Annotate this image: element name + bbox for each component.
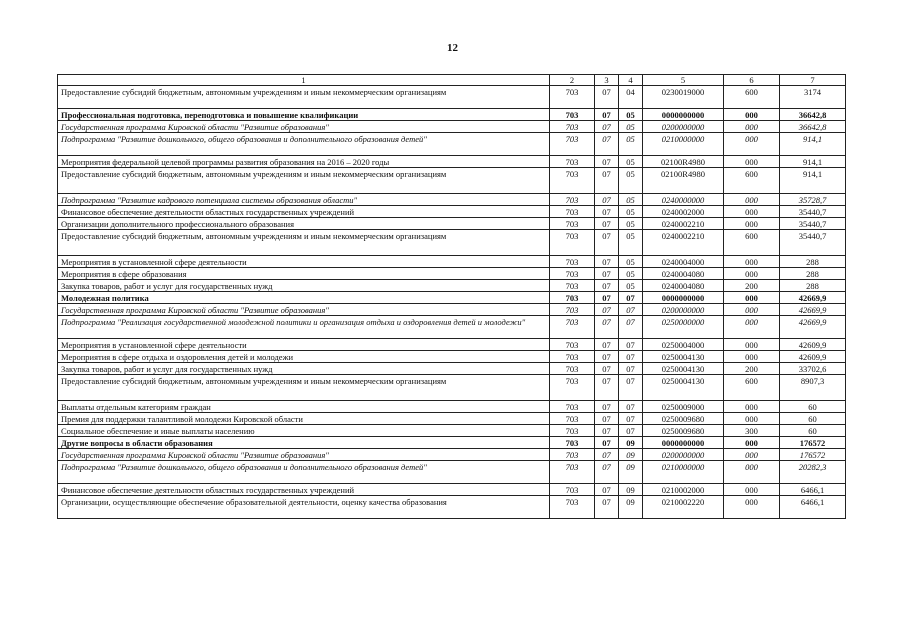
subsection-code-cell: 05 xyxy=(619,109,643,121)
row-description-cell: Предоставление субсидий бюджетным, автономным учреждениям и иным некоммерческим организациям xyxy=(58,375,550,401)
ministry-code-cell: 703 xyxy=(550,268,595,280)
target-article-code-cell: 0240002210 xyxy=(643,230,724,256)
ministry-code-cell: 703 xyxy=(550,449,595,461)
subsection-code-cell: 07 xyxy=(619,316,643,339)
subsection-code-cell: 09 xyxy=(619,496,643,519)
section-code-cell: 07 xyxy=(595,168,619,194)
subsection-code-cell: 05 xyxy=(619,156,643,168)
section-code-cell: 07 xyxy=(595,351,619,363)
table-row xyxy=(58,437,846,449)
ministry-code-cell: 703 xyxy=(550,351,595,363)
row-description-cell: Организации дополнительного профессионального образования xyxy=(58,218,550,230)
table-row xyxy=(58,316,846,339)
amount-cell: 6466,1 xyxy=(780,484,846,496)
ministry-code-cell: 703 xyxy=(550,304,595,316)
subsection-code-cell: 05 xyxy=(619,121,643,133)
target-article-code-cell: 0240004080 xyxy=(643,280,724,292)
target-article-code-cell: 0250004130 xyxy=(643,375,724,401)
header-cell: 5 xyxy=(643,75,724,86)
target-article-code-cell: 0250009680 xyxy=(643,413,724,425)
table-row xyxy=(58,194,846,206)
subsection-code-cell: 04 xyxy=(619,86,643,109)
row-description-cell: Премия для поддержки талантливой молодежи Кировской области xyxy=(58,413,550,425)
section-code-cell: 07 xyxy=(595,461,619,484)
amount-cell: 914,1 xyxy=(780,133,846,156)
expense-type-code-cell: 000 xyxy=(724,401,780,413)
row-description-cell: Подпрограмма "Развитие дошкольного, общего образования и дополнительного образования детей" xyxy=(58,133,550,156)
expense-type-code-cell: 300 xyxy=(724,425,780,437)
subsection-code-cell: 07 xyxy=(619,292,643,304)
amount-cell: 33702,6 xyxy=(780,363,846,375)
subsection-code-cell: 07 xyxy=(619,339,643,351)
section-code-cell: 07 xyxy=(595,156,619,168)
target-article-code-cell: 0200000000 xyxy=(643,304,724,316)
subsection-code-cell: 07 xyxy=(619,363,643,375)
row-description-cell: Финансовое обеспечение деятельности областных государственных учреждений xyxy=(58,206,550,218)
section-code-cell: 07 xyxy=(595,484,619,496)
subsection-code-cell: 09 xyxy=(619,437,643,449)
table-row xyxy=(58,496,846,519)
header-cell: 4 xyxy=(619,75,643,86)
amount-cell: 6466,1 xyxy=(780,496,846,519)
expense-type-code-cell: 000 xyxy=(724,292,780,304)
table-row xyxy=(58,304,846,316)
table-row xyxy=(58,401,846,413)
amount-cell: 60 xyxy=(780,425,846,437)
expense-type-code-cell: 000 xyxy=(724,437,780,449)
expense-type-code-cell: 000 xyxy=(724,339,780,351)
amount-cell: 42669,9 xyxy=(780,316,846,339)
ministry-code-cell: 703 xyxy=(550,339,595,351)
expense-type-code-cell: 000 xyxy=(724,256,780,268)
table-row xyxy=(58,351,846,363)
table-row xyxy=(58,121,846,133)
ministry-code-cell: 703 xyxy=(550,280,595,292)
amount-cell: 42609,9 xyxy=(780,339,846,351)
ministry-code-cell: 703 xyxy=(550,168,595,194)
expense-type-code-cell: 000 xyxy=(724,194,780,206)
target-article-code-cell: 0240002210 xyxy=(643,218,724,230)
row-description-cell: Другие вопросы в области образования xyxy=(58,437,550,449)
amount-cell: 42669,9 xyxy=(780,304,846,316)
subsection-code-cell: 05 xyxy=(619,280,643,292)
target-article-code-cell: 0000000000 xyxy=(643,292,724,304)
table-row xyxy=(58,413,846,425)
subsection-code-cell: 05 xyxy=(619,230,643,256)
amount-cell: 42609,9 xyxy=(780,351,846,363)
subsection-code-cell: 05 xyxy=(619,268,643,280)
expense-type-code-cell: 600 xyxy=(724,86,780,109)
section-code-cell: 07 xyxy=(595,268,619,280)
section-code-cell: 07 xyxy=(595,256,619,268)
ministry-code-cell: 703 xyxy=(550,109,595,121)
row-description-cell: Предоставление субсидий бюджетным, автономным учреждениям и иным некоммерческим организациям xyxy=(58,168,550,194)
row-description-cell: Государственная программа Кировской области "Развитие образования" xyxy=(58,304,550,316)
table-header-row xyxy=(58,75,846,86)
table-row xyxy=(58,156,846,168)
ministry-code-cell: 703 xyxy=(550,194,595,206)
section-code-cell: 07 xyxy=(595,401,619,413)
subsection-code-cell: 07 xyxy=(619,304,643,316)
row-description-cell: Молодежная политика xyxy=(58,292,550,304)
target-article-code-cell: 0250009680 xyxy=(643,425,724,437)
section-code-cell: 07 xyxy=(595,449,619,461)
expense-type-code-cell: 000 xyxy=(724,484,780,496)
expense-type-code-cell: 200 xyxy=(724,280,780,292)
row-description-cell: Мероприятия в сфере образования xyxy=(58,268,550,280)
row-description-cell: Государственная программа Кировской области "Развитие образования" xyxy=(58,121,550,133)
amount-cell: 8907,3 xyxy=(780,375,846,401)
amount-cell: 914,1 xyxy=(780,156,846,168)
expense-type-code-cell: 000 xyxy=(724,304,780,316)
target-article-code-cell: 0250009000 xyxy=(643,401,724,413)
section-code-cell: 07 xyxy=(595,218,619,230)
table-row xyxy=(58,256,846,268)
subsection-code-cell: 09 xyxy=(619,484,643,496)
amount-cell: 176572 xyxy=(780,437,846,449)
subsection-code-cell: 05 xyxy=(619,168,643,194)
section-code-cell: 07 xyxy=(595,86,619,109)
target-article-code-cell: 0210000000 xyxy=(643,133,724,156)
expense-type-code-cell: 000 xyxy=(724,316,780,339)
table-row xyxy=(58,449,846,461)
amount-cell: 288 xyxy=(780,256,846,268)
section-code-cell: 07 xyxy=(595,304,619,316)
target-article-code-cell: 0200000000 xyxy=(643,121,724,133)
amount-cell: 288 xyxy=(780,268,846,280)
expense-type-code-cell: 000 xyxy=(724,496,780,519)
table-row xyxy=(58,168,846,194)
row-description-cell: Социальное обеспечение и иные выплаты населению xyxy=(58,425,550,437)
subsection-code-cell: 05 xyxy=(619,256,643,268)
ministry-code-cell: 703 xyxy=(550,425,595,437)
subsection-code-cell: 05 xyxy=(619,218,643,230)
ministry-code-cell: 703 xyxy=(550,375,595,401)
table-row xyxy=(58,230,846,256)
row-description-cell: Государственная программа Кировской области "Развитие образования" xyxy=(58,449,550,461)
target-article-code-cell: 0250004000 xyxy=(643,339,724,351)
section-code-cell: 07 xyxy=(595,496,619,519)
row-description-cell: Финансовое обеспечение деятельности областных государственных учреждений xyxy=(58,484,550,496)
expense-type-code-cell: 200 xyxy=(724,363,780,375)
table-row xyxy=(58,268,846,280)
ministry-code-cell: 703 xyxy=(550,401,595,413)
target-article-code-cell: 0210002220 xyxy=(643,496,724,519)
header-cell: 6 xyxy=(724,75,780,86)
section-code-cell: 07 xyxy=(595,316,619,339)
target-article-code-cell: 02100R4980 xyxy=(643,156,724,168)
subsection-code-cell: 07 xyxy=(619,425,643,437)
table-row xyxy=(58,86,846,109)
target-article-code-cell: 0250000000 xyxy=(643,316,724,339)
expense-type-code-cell: 000 xyxy=(724,351,780,363)
expense-type-code-cell: 000 xyxy=(724,449,780,461)
target-article-code-cell: 0240004080 xyxy=(643,268,724,280)
subsection-code-cell: 07 xyxy=(619,351,643,363)
ministry-code-cell: 703 xyxy=(550,292,595,304)
section-code-cell: 07 xyxy=(595,339,619,351)
target-article-code-cell: 0230019000 xyxy=(643,86,724,109)
table-body xyxy=(58,75,846,519)
row-description-cell: Мероприятия в установленной сфере деятельности xyxy=(58,339,550,351)
target-article-code-cell: 0240000000 xyxy=(643,194,724,206)
section-code-cell: 07 xyxy=(595,375,619,401)
section-code-cell: 07 xyxy=(595,230,619,256)
ministry-code-cell: 703 xyxy=(550,230,595,256)
table-row xyxy=(58,425,846,437)
subsection-code-cell: 07 xyxy=(619,375,643,401)
ministry-code-cell: 703 xyxy=(550,316,595,339)
budget-table xyxy=(57,74,846,519)
section-code-cell: 07 xyxy=(595,109,619,121)
ministry-code-cell: 703 xyxy=(550,437,595,449)
section-code-cell: 07 xyxy=(595,133,619,156)
table-row xyxy=(58,206,846,218)
expense-type-code-cell: 000 xyxy=(724,461,780,484)
subsection-code-cell: 07 xyxy=(619,401,643,413)
table-row xyxy=(58,280,846,292)
ministry-code-cell: 703 xyxy=(550,218,595,230)
expense-type-code-cell: 000 xyxy=(724,268,780,280)
subsection-code-cell: 05 xyxy=(619,206,643,218)
header-cell: 3 xyxy=(595,75,619,86)
expense-type-code-cell: 600 xyxy=(724,168,780,194)
section-code-cell: 07 xyxy=(595,425,619,437)
ministry-code-cell: 703 xyxy=(550,256,595,268)
amount-cell: 60 xyxy=(780,401,846,413)
section-code-cell: 07 xyxy=(595,121,619,133)
row-description-cell: Организации, осуществляющие обеспечение образовательной деятельности, оценку качества образования xyxy=(58,496,550,519)
ministry-code-cell: 703 xyxy=(550,496,595,519)
amount-cell: 60 xyxy=(780,413,846,425)
section-code-cell: 07 xyxy=(595,280,619,292)
target-article-code-cell: 02100R4980 xyxy=(643,168,724,194)
amount-cell: 35440,7 xyxy=(780,206,846,218)
section-code-cell: 07 xyxy=(595,292,619,304)
row-description-cell: Подпрограмма "Реализация государственной молодежной политики и организация отдыха и оздоровления детей и молодежи" xyxy=(58,316,550,339)
expense-type-code-cell: 000 xyxy=(724,109,780,121)
section-code-cell: 07 xyxy=(595,413,619,425)
amount-cell: 36642,8 xyxy=(780,121,846,133)
row-description-cell: Мероприятия в сфере отдыха и оздоровления детей и молодежи xyxy=(58,351,550,363)
row-description-cell: Мероприятия федеральной целевой программы развития образования на 2016 – 2020 годы xyxy=(58,156,550,168)
amount-cell: 35440,7 xyxy=(780,230,846,256)
target-article-code-cell: 0000000000 xyxy=(643,109,724,121)
subsection-code-cell: 09 xyxy=(619,449,643,461)
ministry-code-cell: 703 xyxy=(550,206,595,218)
table-row xyxy=(58,218,846,230)
expense-type-code-cell: 000 xyxy=(724,133,780,156)
amount-cell: 176572 xyxy=(780,449,846,461)
target-article-code-cell: 0200000000 xyxy=(643,449,724,461)
target-article-code-cell: 0240004000 xyxy=(643,256,724,268)
expense-type-code-cell: 600 xyxy=(724,375,780,401)
amount-cell: 288 xyxy=(780,280,846,292)
page-number: 12 xyxy=(447,42,458,54)
amount-cell: 3174 xyxy=(780,86,846,109)
row-description-cell: Выплаты отдельным категориям граждан xyxy=(58,401,550,413)
ministry-code-cell: 703 xyxy=(550,133,595,156)
section-code-cell: 07 xyxy=(595,437,619,449)
ministry-code-cell: 703 xyxy=(550,86,595,109)
header-cell: 7 xyxy=(780,75,846,86)
target-article-code-cell: 0210002000 xyxy=(643,484,724,496)
expense-type-code-cell: 000 xyxy=(724,121,780,133)
expense-type-code-cell: 000 xyxy=(724,218,780,230)
row-description-cell: Профессиональная подготовка, переподготовка и повышение квалификации xyxy=(58,109,550,121)
section-code-cell: 07 xyxy=(595,206,619,218)
row-description-cell: Предоставление субсидий бюджетным, автономным учреждениям и иным некоммерческим организациям xyxy=(58,86,550,109)
target-article-code-cell: 0000000000 xyxy=(643,437,724,449)
ministry-code-cell: 703 xyxy=(550,363,595,375)
table-row xyxy=(58,363,846,375)
table-row xyxy=(58,461,846,484)
ministry-code-cell: 703 xyxy=(550,156,595,168)
amount-cell: 36642,8 xyxy=(780,109,846,121)
ministry-code-cell: 703 xyxy=(550,413,595,425)
section-code-cell: 07 xyxy=(595,194,619,206)
row-description-cell: Предоставление субсидий бюджетным, автономным учреждениям и иным некоммерческим организациям xyxy=(58,230,550,256)
table-row xyxy=(58,339,846,351)
row-description-cell: Мероприятия в установленной сфере деятельности xyxy=(58,256,550,268)
subsection-code-cell: 05 xyxy=(619,133,643,156)
amount-cell: 42669,9 xyxy=(780,292,846,304)
ministry-code-cell: 703 xyxy=(550,484,595,496)
target-article-code-cell: 0240002000 xyxy=(643,206,724,218)
amount-cell: 914,1 xyxy=(780,168,846,194)
row-description-cell: Закупка товаров, работ и услуг для государственных нужд xyxy=(58,363,550,375)
amount-cell: 20282,3 xyxy=(780,461,846,484)
target-article-code-cell: 0210000000 xyxy=(643,461,724,484)
subsection-code-cell: 05 xyxy=(619,194,643,206)
row-description-cell: Закупка товаров, работ и услуг для государственных нужд xyxy=(58,280,550,292)
table-row xyxy=(58,484,846,496)
table-row xyxy=(58,109,846,121)
header-cell: 1 xyxy=(58,75,550,86)
table-row xyxy=(58,133,846,156)
ministry-code-cell: 703 xyxy=(550,461,595,484)
subsection-code-cell: 07 xyxy=(619,413,643,425)
row-description-cell: Подпрограмма "Развитие дошкольного, общего образования и дополнительного образования детей" xyxy=(58,461,550,484)
subsection-code-cell: 09 xyxy=(619,461,643,484)
amount-cell: 35728,7 xyxy=(780,194,846,206)
header-cell: 2 xyxy=(550,75,595,86)
table-row xyxy=(58,292,846,304)
ministry-code-cell: 703 xyxy=(550,121,595,133)
row-description-cell: Подпрограмма "Развитие кадрового потенциала системы образования области" xyxy=(58,194,550,206)
target-article-code-cell: 0250004130 xyxy=(643,351,724,363)
expense-type-code-cell: 600 xyxy=(724,230,780,256)
expense-type-code-cell: 000 xyxy=(724,413,780,425)
table-row xyxy=(58,375,846,401)
expense-type-code-cell: 000 xyxy=(724,156,780,168)
target-article-code-cell: 0250004130 xyxy=(643,363,724,375)
amount-cell: 35440,7 xyxy=(780,218,846,230)
expense-type-code-cell: 000 xyxy=(724,206,780,218)
section-code-cell: 07 xyxy=(595,363,619,375)
